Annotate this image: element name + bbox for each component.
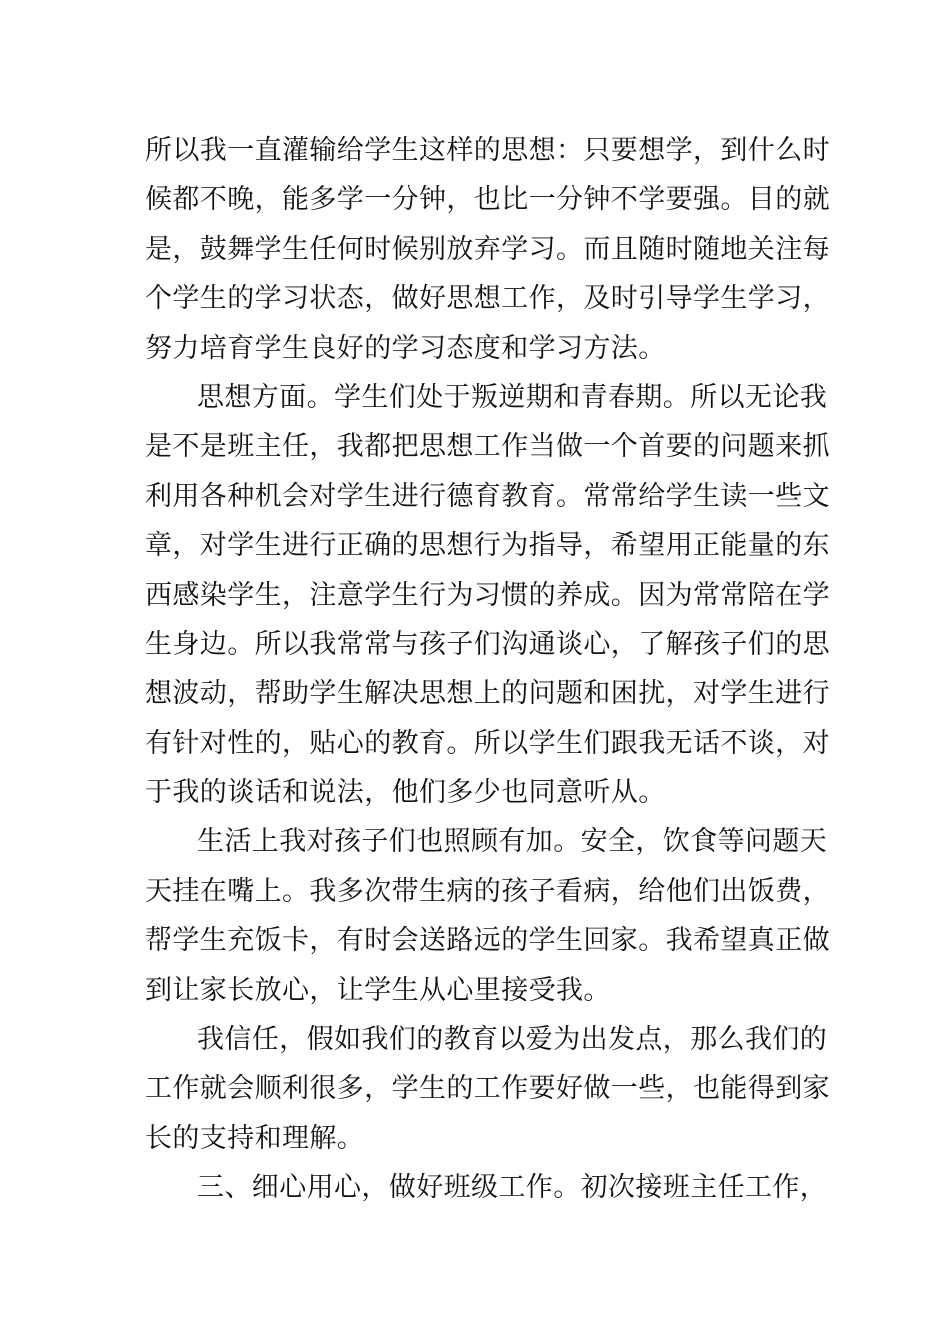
paragraph-first-line: 三、细心用心，做好班级工作。初次接班主任工作，: [197, 1172, 828, 1204]
text-line: 候都不晚，能多学一分钟，也比一分钟不学要强。目的就: [145, 184, 830, 216]
paragraph-first-line: 思想方面。学生们处于叛逆期和青春期。所以无论我: [197, 381, 828, 413]
text-line: 利用各种机会对学生进行德育教育。常常给学生读一些文: [145, 480, 830, 512]
text-line: 个学生的学习状态，做好思想工作，及时引导学生学习，: [145, 283, 830, 315]
text-line: 帮学生充饭卡，有时会送路远的学生回家。我希望真正做: [145, 925, 830, 957]
text-line: 是，鼓舞学生任何时候别放弃学习。而且随时随地关注每: [145, 233, 830, 265]
text-line: 到让家长放心，让学生从心里接受我。: [145, 974, 611, 1006]
document-page: [145, 126, 830, 1213]
text-line: 努力培育学生良好的学习态度和学习方法。: [145, 332, 666, 364]
text-line: 工作就会顺利很多，学生的工作要好做一些，也能得到家: [145, 1073, 830, 1105]
text-line: 是不是班主任，我都把思想工作当做一个首要的问题来抓: [145, 431, 830, 463]
text-line: 章，对学生进行正确的思想行为指导，希望用正能量的东: [145, 530, 830, 562]
text-line: 长的支持和理解。: [145, 1122, 365, 1154]
paragraph-first-line: 生活上我对孩子们也照顾有加。安全，饮食等问题天: [197, 826, 828, 858]
text-line: 天挂在嘴上。我多次带生病的孩子看病，给他们出饭费，: [145, 875, 830, 907]
text-line: 生身边。所以我常常与孩子们沟通谈心，了解孩子们的思: [145, 628, 830, 660]
text-line: 于我的谈话和说法，他们多少也同意听从。: [145, 777, 666, 809]
text-line: 想波动，帮助学生解决思想上的问题和困扰，对学生进行: [145, 678, 830, 710]
text-line: 所以我一直灌输给学生这样的思想：只要想学，到什么时: [145, 135, 830, 166]
text-line: 西感染学生，注意学生行为习惯的养成。因为常常陪在学: [145, 579, 830, 611]
text-line: 有针对性的，贴心的教育。所以学生们跟我无话不谈，对: [145, 727, 830, 759]
paragraph-first-line: 我信任，假如我们的教育以爱为出发点，那么我们的: [197, 1024, 828, 1056]
